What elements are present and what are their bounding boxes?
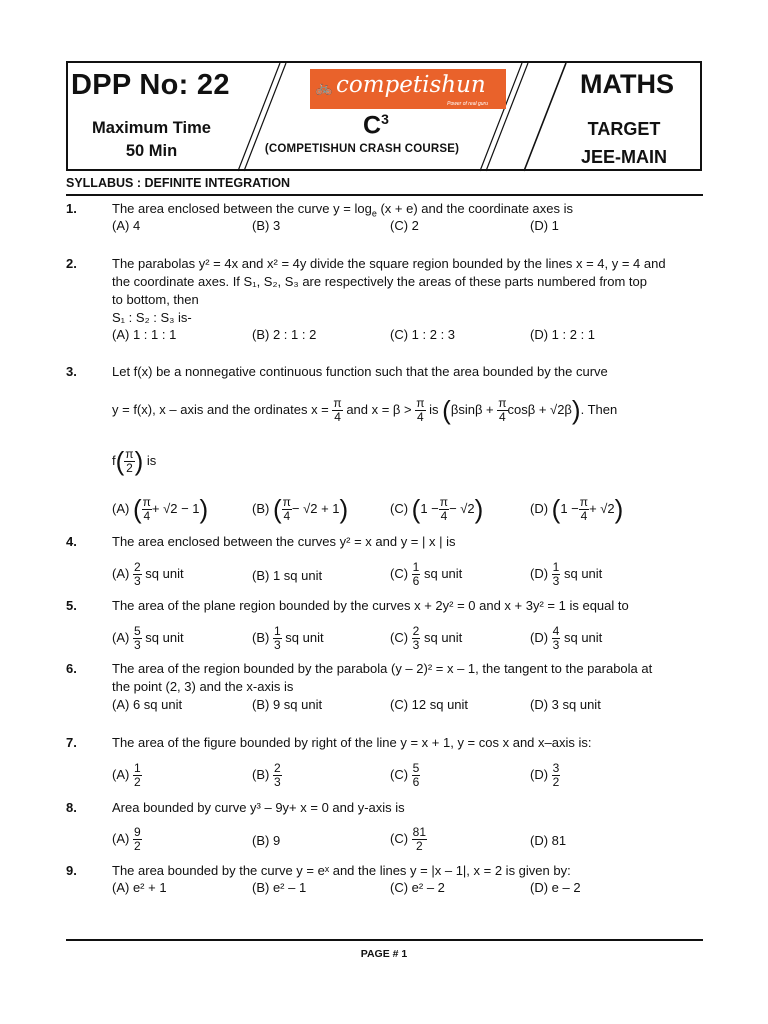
option[interactable]: (A) 6 sq unit xyxy=(112,697,183,712)
option[interactable]: (D) 81 xyxy=(530,833,567,848)
dpp-number: DPP No: 22 xyxy=(71,69,230,101)
cycle-icon: 🚲 xyxy=(315,79,333,95)
question-number: 6. xyxy=(66,661,77,676)
brand-tagline: Power of real guru xyxy=(447,101,488,107)
option[interactable]: (A) $\frac{2}{3}$ sq unit xyxy=(112,560,184,588)
course-name: (COMPETISHUN CRASH COURSE) xyxy=(264,143,460,155)
option[interactable]: (C) 2 xyxy=(390,218,419,233)
question-text-line3: f( $\frac{\pi}{2}$ ) is xyxy=(112,446,157,476)
max-time-value: 50 Min xyxy=(125,142,178,160)
question-number: 3. xyxy=(66,364,77,379)
option[interactable]: (B) e² – 1 xyxy=(252,880,307,895)
option[interactable]: (B) 2 : 1 : 2 xyxy=(252,327,317,342)
question-text: The area of the plane region bounded by the curves x + 2y² = 0 and x + 3y² = 1 is equal to xyxy=(112,598,629,613)
option[interactable]: (C) 12 sq unit xyxy=(390,697,469,712)
question-text-line2: y = f(x), x – axis and the ordinates x = $\frac{\pi}{4}$ and x = β > $\frac{\pi}{4}$ is (βsinβ + $\frac{\pi}{4}$ cosβ + √2β). Then xyxy=(112,395,618,425)
option[interactable]: (D) 1 xyxy=(530,218,559,233)
target-exam: TARGET JEE-MAIN xyxy=(580,119,667,167)
option[interactable]: (A) ( $\frac{\pi}{4}$ + √2 − 1) xyxy=(112,494,209,524)
option[interactable]: (D) 1 : 2 : 1 xyxy=(530,327,596,342)
option[interactable]: (D) 3 sq unit xyxy=(530,697,601,712)
header-box xyxy=(66,61,702,171)
divider-bottom xyxy=(66,939,703,941)
option[interactable]: (A) $\frac{5}{3}$ sq unit xyxy=(112,624,184,652)
question-number: 8. xyxy=(66,800,77,815)
option[interactable]: (C) $\frac{5}{6}$ xyxy=(390,761,420,789)
page-number: PAGE # 1 xyxy=(360,948,408,960)
option[interactable]: (A) e² + 1 xyxy=(112,880,167,895)
question-text: Let f(x) be a nonnegative continuous function such that the area bounded by the curve xyxy=(112,364,608,379)
option[interactable]: (C) $\frac{2}{3}$ sq unit xyxy=(390,624,463,652)
option[interactable]: (C) $\frac{1}{6}$ sq unit xyxy=(390,560,463,588)
option[interactable]: (B) 3 xyxy=(252,218,281,233)
syllabus: SYLLABUS : DEFINITE INTEGRATION xyxy=(66,176,291,190)
question-text: The parabolas y² = 4x and x² = 4y divide the square region bounded by the lines x = 4, y = 4 and the coordinate axes. If S₁, S₂, S₃ are respectively the areas of these parts numbered from top to bottom, then S₁ : S₂ : S₃ is- xyxy=(112,256,666,325)
option[interactable]: (C) 1 : 2 : 3 xyxy=(390,327,456,342)
brand-name: competishun xyxy=(336,72,486,98)
question-text: The area of the figure bounded by right of the line y = x + 1, y = cos x and x–axis is: xyxy=(112,735,592,750)
question-text: Area bounded by curve y³ – 9y+ x = 0 and y-axis is xyxy=(112,800,405,815)
option[interactable]: (A) $\frac{1}{2}$ xyxy=(112,761,141,789)
option[interactable]: (D) $\frac{1}{3}$ sq unit xyxy=(530,560,603,588)
option[interactable]: (C) (1 − $\frac{\pi}{4}$ − √2) xyxy=(390,494,484,524)
subject: MATHS xyxy=(580,69,674,99)
option[interactable]: (B) ( $\frac{\pi}{4}$ − √2 + 1) xyxy=(252,494,349,524)
divider-top xyxy=(66,194,703,196)
option[interactable]: (D) $\frac{3}{2}$ xyxy=(530,761,560,789)
question-number: 4. xyxy=(66,534,77,549)
option[interactable]: (A) $\frac{9}{2}$ xyxy=(112,825,141,853)
question-text: The area enclosed between the curve $y = \log_e (x + e)$ and the coordinate axes is xyxy=(112,201,574,219)
option[interactable]: (A) 1 : 1 : 1 xyxy=(112,327,177,342)
question-text: The area bounded by the curve y = eˣ and the lines y = |x – 1|, x = 2 is given by: xyxy=(112,863,571,878)
option[interactable]: (B) 9 sq unit xyxy=(252,697,323,712)
question-number: 2. xyxy=(66,256,77,271)
option[interactable]: (C) $\frac{81}{2}$ xyxy=(390,825,427,853)
option[interactable]: (B) $\frac{1}{3}$ sq unit xyxy=(252,624,324,652)
brand-logo xyxy=(310,69,506,109)
option[interactable]: (D) $\frac{4}{3}$ sq unit xyxy=(530,624,603,652)
option[interactable]: (B) 1 sq unit xyxy=(252,568,323,583)
max-time xyxy=(68,117,235,163)
option[interactable]: (C) e² – 2 xyxy=(390,880,445,895)
option[interactable]: (A) 4 xyxy=(112,218,141,233)
question-number: 7. xyxy=(66,735,77,750)
question-text: The area of the region bounded by the parabola (y – 2)² = x – 1, the tangent to the parabola at the point (2, 3) and the x-axis is xyxy=(112,661,653,694)
course-code: $C^3$ xyxy=(363,111,389,140)
option[interactable]: (B) $\frac{2}{3}$ xyxy=(252,761,281,789)
question-number: 5. xyxy=(66,598,77,613)
question-text: The area enclosed between the curves y² = x and y = | x | is xyxy=(112,534,456,549)
option[interactable]: (D) e – 2 xyxy=(530,880,581,895)
option[interactable]: (D) (1 − $\frac{\pi}{4}$ + √2) xyxy=(530,494,624,524)
question-number: 1. xyxy=(66,201,77,216)
question-number: 9. xyxy=(66,863,77,878)
option[interactable]: (B) 9 xyxy=(252,833,281,848)
max-time-label: Maximum Time xyxy=(92,119,211,137)
